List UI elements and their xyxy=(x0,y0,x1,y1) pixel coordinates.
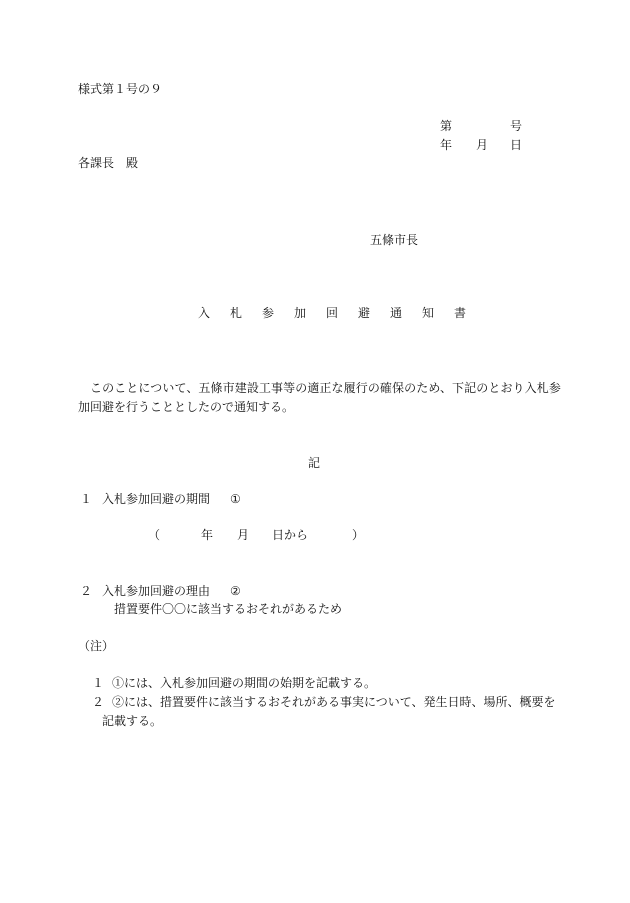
date-month: 月 xyxy=(476,138,489,152)
ki-heading: 記 xyxy=(308,456,321,470)
item-1-label: 入札参加回避の期間 xyxy=(102,492,211,506)
item-1-number: １ xyxy=(80,492,93,506)
body-line-1: このことについて、五條市建設工事等の適正な履行の確保のため、下記のとおり入札参 xyxy=(90,381,561,395)
item-2-marker: ② xyxy=(230,584,241,598)
notes-heading: （注） xyxy=(78,639,115,653)
doc-number-prefix: 第 xyxy=(440,119,453,133)
date-day: 日 xyxy=(510,138,523,152)
period-month: 月 xyxy=(237,528,250,542)
body-line-2: 加回避を行うこととしたので通知する。 xyxy=(78,400,295,414)
note-2-text-cont: 記載する。 xyxy=(102,714,163,728)
note-1-text: ①には、入札参加回避の期間の始期を記載する。 xyxy=(112,676,377,690)
note-2-number: ２ xyxy=(92,695,105,709)
period-year: 年 xyxy=(201,528,214,542)
item-2-label: 入札参加回避の理由 xyxy=(102,584,211,598)
form-number: 様式第１号の９ xyxy=(78,82,163,96)
period-open-paren: （ xyxy=(148,528,161,542)
addressee: 各課長 殿 xyxy=(78,156,139,170)
period-day-from: 日から xyxy=(272,528,309,542)
note-2-text: ②には、措置要件に該当するおそれがある事実について、発生日時、場所、概要を xyxy=(112,695,556,709)
doc-number-suffix: 号 xyxy=(510,119,523,133)
item-1-marker: ① xyxy=(230,492,241,506)
item-2-reason: 措置要件〇〇に該当するおそれがあるため xyxy=(114,602,343,616)
sender: 五條市長 xyxy=(370,233,419,247)
document-title: 入札参加回避通知書 xyxy=(198,306,487,320)
date-year: 年 xyxy=(440,138,453,152)
period-close-paren: ） xyxy=(352,528,365,542)
item-2-number: ２ xyxy=(80,584,93,598)
note-1-number: １ xyxy=(92,676,105,690)
